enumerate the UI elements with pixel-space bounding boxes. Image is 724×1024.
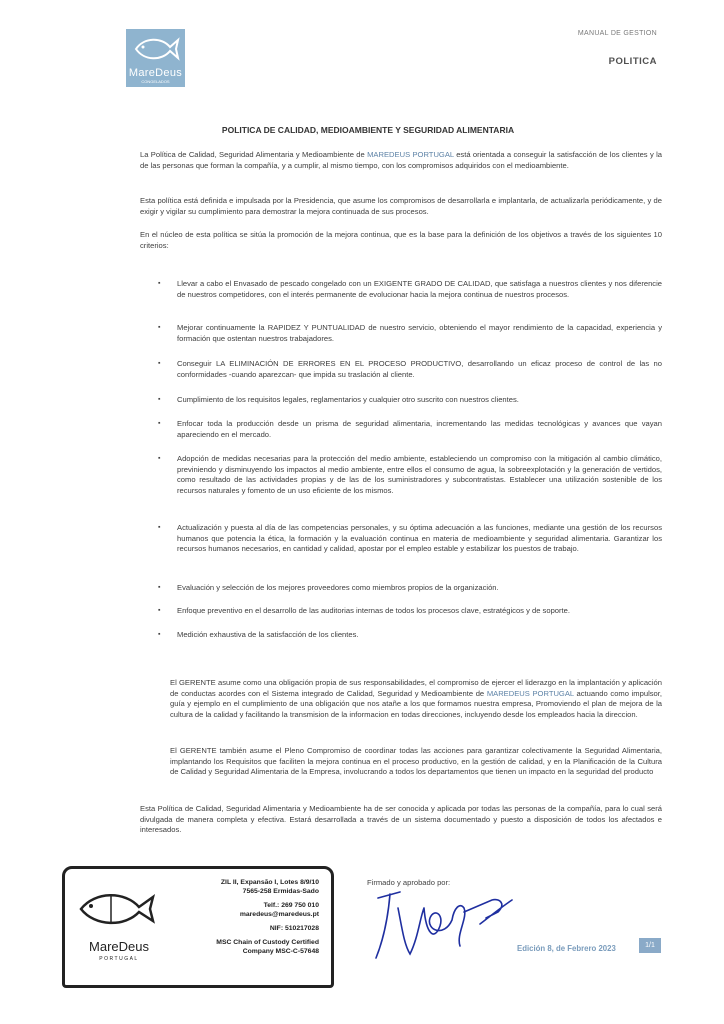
intro-text-b: está orientada a conseguir la satisfacción de los clientes y la de las personas que forman la compañía, y a cumplir, al mismo tiempo, con los compromisos adquiridos con el medioambiente. <box>140 150 662 170</box>
stamp-phone: Telf.: 269 750 010 <box>263 902 319 909</box>
bullet-icon: ▪ <box>158 420 161 427</box>
list-item: Conseguir LA ELIMINACIÓN DE ERRORES EN EL PROCESO PRODUCTIVO, desarrollando un eficaz proceso de control de las no conformidades -cuando aparezcan- que impida su traslación al cliente. <box>177 359 662 379</box>
gerente-text-a: El GERENTE asume como una obligación propia de sus responsabilidades, el compromiso de ejercer el liderazgo en la implantación y aplicación de conductas acordes con el Sistema integrado de Calidad, Seguridad y Medioambiente de <box>170 678 662 698</box>
list-item: Evaluación y selección de los mejores proveedores como miembros propios de la organización. <box>177 583 499 592</box>
gerente-paragraph-2: El GERENTE también asume el Pleno Compromiso de coordinar todas las acciones para garantizar colectivamente la Seguridad Alimentaria, implantando los Requisitos que faciliten la mejora continua en el proceso productivo, en la gestión de calidad, y en la Planificación de la Cultura de Calidad y Seguridad Alimentaria de la Empresa, involucrando a todos los departamentos que tienen un impacto en la seguridad del producto <box>170 746 662 776</box>
stamp-address-2: 7565-258 Ermidas-Sado <box>242 888 319 895</box>
brand-name: MAREDEUS PORTUGAL <box>367 150 454 159</box>
list-item: Enfocar toda la producción desde un prisma de seguridad alimentaria, incrementando las medidas tecnológicas y avances que vayan apareciendo en el mercado. <box>177 419 662 439</box>
bullet-icon: ▪ <box>158 607 161 614</box>
brand-name: MAREDEUS PORTUGAL <box>486 688 574 698</box>
list-item: Medición exhaustiva de la satisfacción de los clientes. <box>177 630 359 639</box>
signed-by-label: Firmado y aprobado por: <box>367 878 451 887</box>
bullet-icon: ▪ <box>158 280 161 287</box>
stamp-country: PORTUGAL <box>99 956 139 962</box>
section-label: POLITICA <box>608 56 657 67</box>
company-logo <box>126 29 185 87</box>
manual-label: MANUAL DE GESTION <box>577 30 657 37</box>
intro-text-a: La Política de Calidad, Seguridad Alimentaria y Medioambiente de <box>140 150 368 159</box>
fish-logo-icon <box>126 29 185 69</box>
logo-subtitle: CONGELADOS <box>141 79 170 84</box>
stamp-address-1: ZIL II, Expansão I, Lotes 8/9/10 <box>220 879 319 886</box>
stamp-brand: MareDeus <box>89 939 149 954</box>
list-item: Actualización y puesta al día de las competencias personales, y su óptima adecuación a las funciones, mediante una gestión de los recursos humanos que potencia la ética, la formación y la evaluación continua en materia de medioambiente y seguridad alimentaria. Garantizar los recursos humanos necesarios, en cantidad y calidad, apostar por el empleo estable y estabilizar los puestos de trabajo. <box>177 523 662 553</box>
gerente-paragraph-1 <box>170 678 662 720</box>
stamp-nif: NIF: 510217028 <box>269 925 319 932</box>
signature-icon <box>360 878 530 968</box>
company-stamp <box>62 866 334 988</box>
bullet-icon: ▪ <box>158 360 161 367</box>
list-item: Llevar a cabo el Envasado de pescado congelado con un EXIGENTE GRADO DE CALIDAD, que satisfaga a nuestros clientes y nos diferencie de nuestros competidores, con el interés permanente de evolucionar hacia la mejora continua de nuestros procesos. <box>177 279 662 299</box>
gerente-text-b: actuando como impulsor, guía y ejemplo en el cumplimiento de una obligación que nos atañe a los que formamos nuestra empresa, Promoviendo el plan de mejora de la cultura de la calidad y facilitando la transmision de la informacion en todas direcciones, incluyendo desde los empleados hacia la direccion. <box>170 688 662 719</box>
bullet-icon: ▪ <box>158 396 161 403</box>
bullet-icon: ▪ <box>158 455 161 462</box>
bullet-icon: ▪ <box>158 584 161 591</box>
stamp-logo <box>73 881 165 969</box>
stamp-msc-1: MSC Chain of Custody Certified <box>216 939 319 946</box>
stamp-email: maredeus@maredeus.pt <box>239 911 319 918</box>
bullet-icon: ▪ <box>158 524 161 531</box>
closing-paragraph: Esta Política de Calidad, Seguridad Alimentaria y Medioambiente ha de ser conocida y aplicada por todas las personas de la compañía, para lo cual será divulgada de manera completa y efectiva. Estará desarrollada a través de un sistema documentado y puesto a disposición de todos los afectados e interesados. <box>140 804 662 834</box>
page-number: 1/1 <box>639 938 661 953</box>
page-title: POLITICA DE CALIDAD, MEDIOAMBIENTE Y SEGURIDAD ALIMENTARIA <box>221 125 515 135</box>
stamp-fish-icon <box>73 881 165 941</box>
logo-text: MareDeus <box>128 67 183 79</box>
list-item: Cumplimiento de los requisitos legales, reglamentarios y cualquier otro suscrito con nuestros clientes. <box>177 395 519 404</box>
edition-label: Edición 8, de Febrero 2023 <box>517 944 616 953</box>
intro-paragraph-2: Esta política está definida e impulsada por la Presidencia, que asume los compromisos de desarrollarla e implantarla, de actualizarla periódicamente, y de exigir y vigilar su cumplimiento para demostrar la mejora continuada de sus procesos. <box>140 196 662 216</box>
list-item: Mejorar continuamente la RAPIDEZ Y PUNTUALIDAD de nuestro servicio, obteniendo el mayor rendimiento de la capacidad, experiencia y formación que ostentan nuestros trabajadores. <box>177 323 662 343</box>
intro-paragraph-3: En el núcleo de esta política se sitúa la promoción de la mejora continua, que es la base para la definición de los objetivos a través de los siguientes 10 criterios: <box>140 230 662 250</box>
list-item: Adopción de medidas necesarias para la protección del medio ambiente, estableciendo un compromiso con la mitigación al cambio climático, previniendo y disminuyendo los impactos al medio ambiente, entre ellos el consumo de agua, la sobreexplotación y la generación de vertidos, como resultado de las actividades propias y de las de los suministradores y subcontratistas. Establecer una utilización sostenible de los recursos naturales y fomento de un uso eficiente de los mismos. <box>177 454 662 495</box>
intro-paragraph-1 <box>140 150 662 171</box>
bullet-icon: ▪ <box>158 631 161 638</box>
bullet-icon: ▪ <box>158 324 161 331</box>
stamp-msc-2: Company MSC-C-57648 <box>242 948 319 955</box>
list-item: Enfoque preventivo en el desarrollo de las auditorias internas de todos los procesos clave, estratégicos y de soporte. <box>177 606 570 615</box>
